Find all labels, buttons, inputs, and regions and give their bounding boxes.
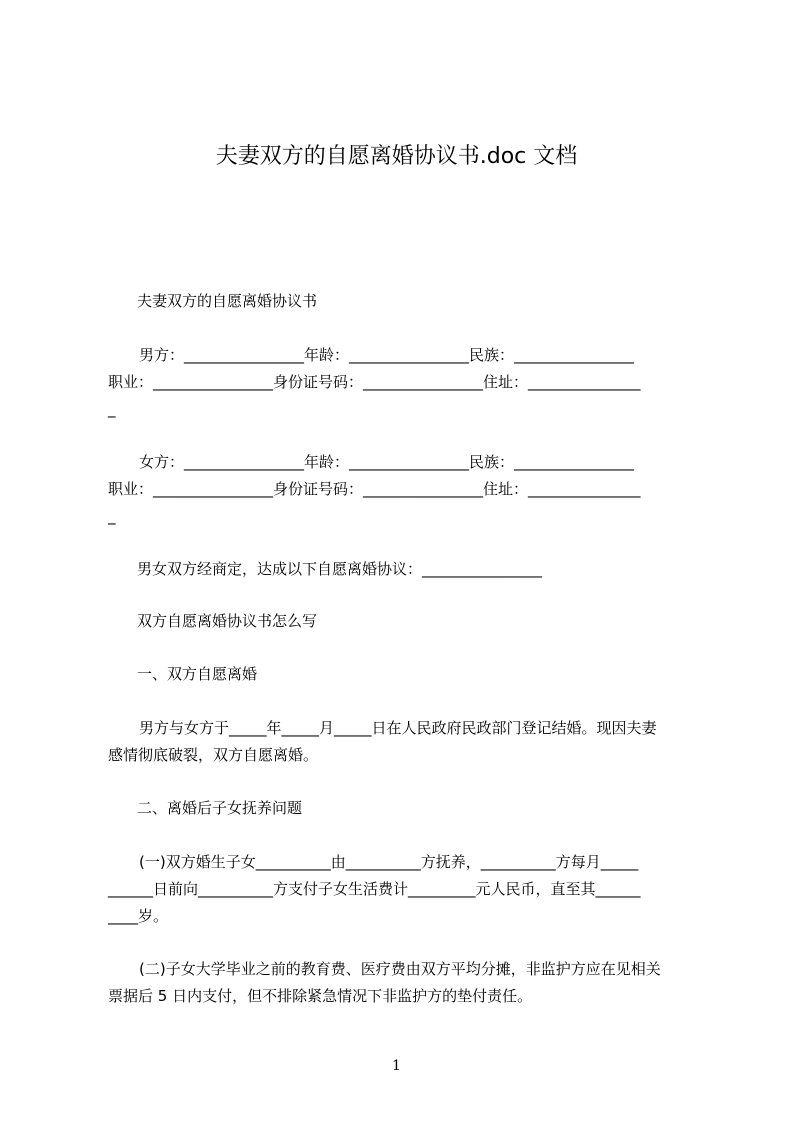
- clause-1-line-3: ____岁。: [108, 907, 169, 925]
- husband-info-line-1: 男方：________________年龄：________________民族：________________: [139, 346, 635, 364]
- document-title: 夫妻双方的自愿离婚协议书.doc 文档: [215, 144, 578, 169]
- clause-2-line-2: 票据后 5 日内支付，但不排除紧急情况下非监护方的垫付责任。: [108, 987, 533, 1005]
- agreement-intro: 男女双方经商定，达成以下自愿离婚协议：________________: [137, 560, 543, 578]
- husband-info-line-2: 职业：________________身份证号码：________________住址：_______________: [108, 373, 641, 391]
- subheading-how-to-write: 双方自愿离婚协议书怎么写: [137, 612, 318, 630]
- wife-info-line-3: _: [108, 507, 116, 525]
- clause-1-line-1: (一)双方婚生子女__________由__________方抚养，__________方每月_____: [139, 853, 639, 871]
- clause-1-line-2: ______日前向__________方支付子女生活费计_________元人民币，直至其______: [108, 880, 641, 898]
- section-1-paragraph-line-1: 男方与女方于_____年_____月_____日在人民政府民政部门登记结婚。现因夫妻: [139, 719, 657, 737]
- agreement-heading: 夫妻双方的自愿离婚协议书: [137, 292, 318, 310]
- section-heading-1: 一、双方自愿离婚: [137, 665, 258, 683]
- wife-info-line-2: 职业：________________身份证号码：________________住址：_______________: [108, 480, 641, 498]
- wife-info-line-1: 女方：________________年龄：________________民族：________________: [139, 453, 635, 471]
- page-number: 1: [392, 1058, 401, 1074]
- section-1-paragraph-line-2: 感情彻底破裂，双方自愿离婚。: [108, 746, 319, 764]
- clause-2-line-1: (二)子女大学毕业之前的教育费、医疗费由双方平均分摊，非监护方应在见相关: [139, 960, 661, 978]
- section-heading-2: 二、离婚后子女抚养问题: [137, 799, 303, 817]
- husband-info-line-3: _: [108, 400, 116, 418]
